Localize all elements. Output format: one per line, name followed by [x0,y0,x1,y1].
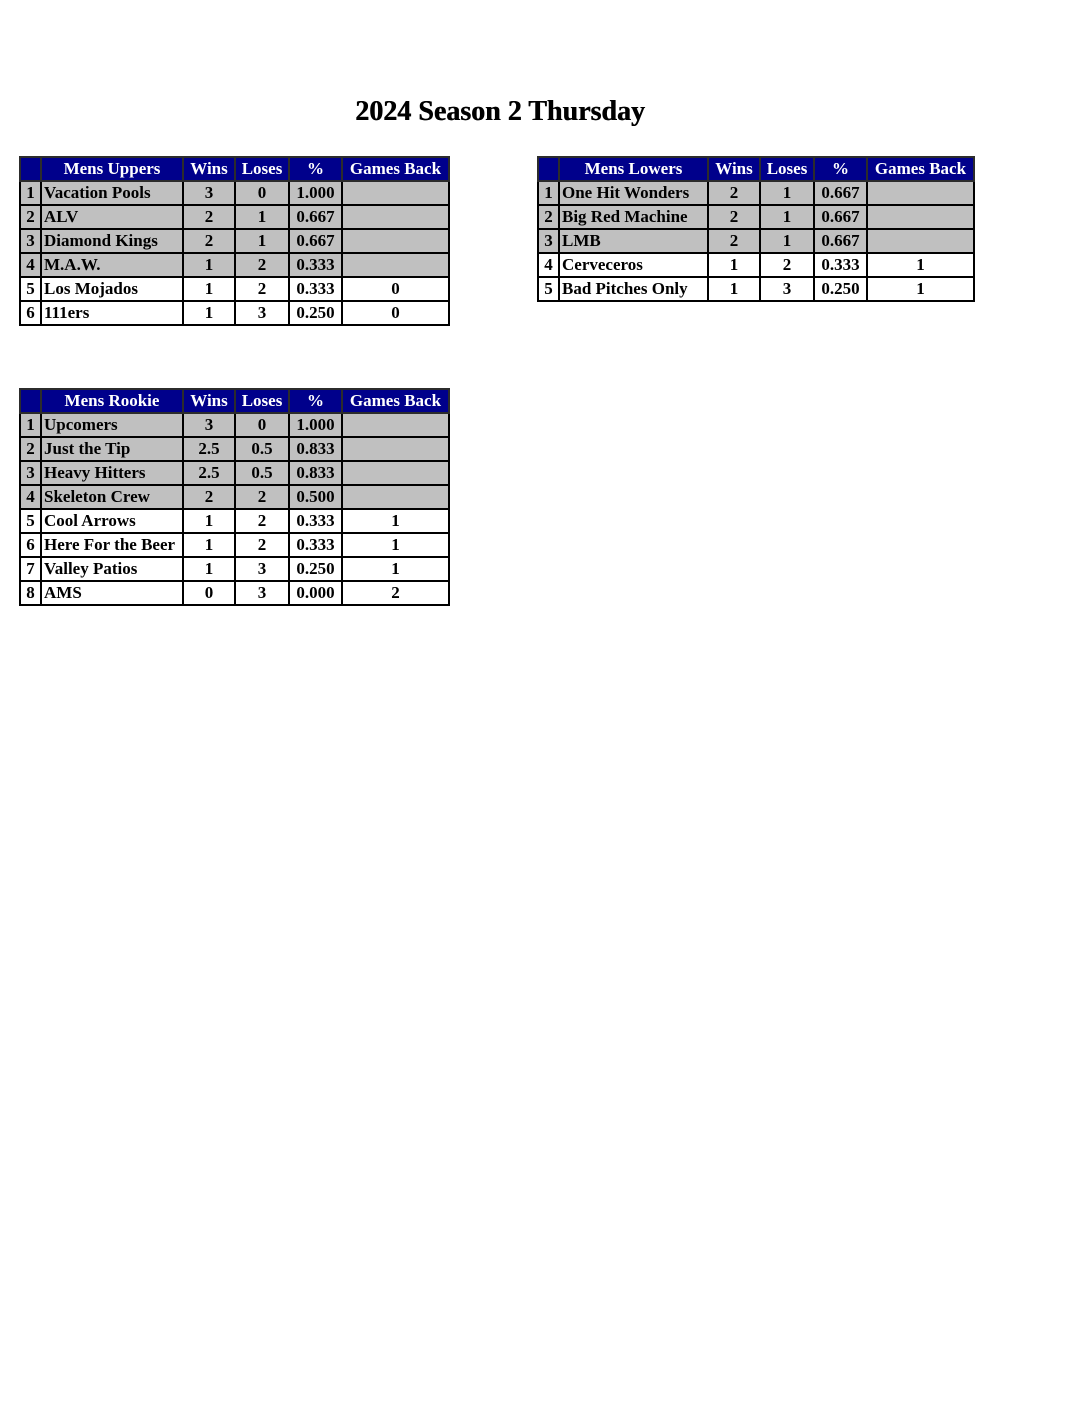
wins-cell: 1 [183,277,235,301]
loses-cell: 0 [235,181,289,205]
games-back-header: Games Back [867,157,974,181]
table-row [20,437,449,461]
rank-cell: 1 [20,413,41,437]
rank-cell: 7 [20,557,41,581]
pct-cell: 0.833 [289,437,342,461]
loses-cell: 2 [235,253,289,277]
loses-cell: 0.5 [235,437,289,461]
table-row [20,253,449,277]
rank-cell: 2 [20,205,41,229]
pct-cell: 0.667 [814,181,867,205]
wins-cell: 1 [183,533,235,557]
pct-cell: 0.667 [814,205,867,229]
games-back-cell [867,229,974,253]
team-name: Bad Pitches Only [559,277,708,301]
table-row [20,181,449,205]
wins-header: Wins [708,157,760,181]
rank-cell: 3 [538,229,559,253]
pct-header: % [814,157,867,181]
loses-cell: 3 [760,277,814,301]
pct-cell: 1.000 [289,413,342,437]
games-back-cell [342,205,449,229]
pct-cell: 0.333 [289,253,342,277]
games-back-cell [342,253,449,277]
rank-cell: 3 [20,461,41,485]
games-back-cell [867,205,974,229]
pct-cell: 0.500 [289,485,342,509]
team-name: Just the Tip [41,437,183,461]
rank-cell: 3 [20,229,41,253]
loses-cell: 1 [235,205,289,229]
games-back-cell [342,181,449,205]
loses-cell: 1 [760,205,814,229]
games-back-cell: 1 [867,277,974,301]
wins-cell: 1 [183,509,235,533]
team-name: Skeleton Crew [41,485,183,509]
pct-cell: 0.333 [289,277,342,301]
table-row [20,581,449,605]
games-back-cell: 0 [342,277,449,301]
wins-header: Wins [183,389,235,413]
pct-cell: 0.667 [289,205,342,229]
team-name: Cool Arrows [41,509,183,533]
team-name: Heavy Hitters [41,461,183,485]
team-name: Vacation Pools [41,181,183,205]
rank-header [20,157,41,181]
pct-cell: 0.000 [289,581,342,605]
rank-cell: 4 [20,485,41,509]
games-back-cell: 1 [342,557,449,581]
wins-cell: 1 [183,557,235,581]
mens-lowers-table [537,156,975,302]
loses-cell: 2 [235,485,289,509]
pct-header: % [289,389,342,413]
games-back-cell: 1 [867,253,974,277]
loses-cell: 3 [235,301,289,325]
loses-cell: 2 [235,509,289,533]
loses-cell: 2 [235,533,289,557]
table-row [20,229,449,253]
pct-cell: 0.250 [814,277,867,301]
wins-cell: 1 [183,301,235,325]
loses-cell: 1 [760,229,814,253]
header-row [538,157,974,181]
loses-cell: 3 [235,557,289,581]
wins-header: Wins [183,157,235,181]
games-back-cell: 0 [342,301,449,325]
division-name: Mens Uppers [41,157,183,181]
loses-cell: 3 [235,581,289,605]
mens-uppers-table [19,156,450,326]
wins-cell: 1 [708,277,760,301]
loses-cell: 0.5 [235,461,289,485]
pct-cell: 1.000 [289,181,342,205]
loses-header: Loses [235,157,289,181]
rank-cell: 1 [538,181,559,205]
pct-cell: 0.333 [289,533,342,557]
table-row [538,229,974,253]
wins-cell: 1 [183,253,235,277]
rank-cell: 8 [20,581,41,605]
table-row [20,301,449,325]
games-back-cell: 1 [342,533,449,557]
rank-cell: 4 [538,253,559,277]
table-row [538,205,974,229]
pct-cell: 0.333 [289,509,342,533]
rank-cell: 1 [20,181,41,205]
rank-cell: 2 [538,205,559,229]
pct-header: % [289,157,342,181]
table-row [20,413,449,437]
wins-cell: 3 [183,413,235,437]
loses-cell: 0 [235,413,289,437]
team-name: Here For the Beer [41,533,183,557]
team-name: 111ers [41,301,183,325]
header-row [20,389,449,413]
pct-cell: 0.333 [814,253,867,277]
wins-cell: 2 [183,485,235,509]
wins-cell: 2.5 [183,461,235,485]
rank-cell: 5 [20,277,41,301]
table-row [20,205,449,229]
team-name: ALV [41,205,183,229]
rank-cell: 6 [20,533,41,557]
rank-cell: 5 [20,509,41,533]
team-name: Valley Patios [41,557,183,581]
header-row [20,157,449,181]
games-back-header: Games Back [342,157,449,181]
team-name: AMS [41,581,183,605]
rank-cell: 4 [20,253,41,277]
loses-header: Loses [760,157,814,181]
pct-cell: 0.833 [289,461,342,485]
games-back-cell [342,229,449,253]
table-row [538,181,974,205]
team-name: LMB [559,229,708,253]
rank-cell: 5 [538,277,559,301]
table-row [538,277,974,301]
division-name: Mens Lowers [559,157,708,181]
table-row [20,461,449,485]
wins-cell: 1 [708,253,760,277]
team-name: Los Mojados [41,277,183,301]
team-name: One Hit Wonders [559,181,708,205]
division-name: Mens Rookie [41,389,183,413]
table-row [20,277,449,301]
wins-cell: 2 [708,181,760,205]
wins-cell: 2 [183,205,235,229]
table-row [20,557,449,581]
pct-cell: 0.250 [289,301,342,325]
pct-cell: 0.250 [289,557,342,581]
rank-header [538,157,559,181]
games-back-cell [867,181,974,205]
rank-header [20,389,41,413]
games-back-cell [342,413,449,437]
table-row [20,485,449,509]
wins-cell: 2 [708,229,760,253]
team-name: Upcomers [41,413,183,437]
loses-header: Loses [235,389,289,413]
wins-cell: 2.5 [183,437,235,461]
team-name: Diamond Kings [41,229,183,253]
pct-cell: 0.667 [814,229,867,253]
team-name: Big Red Machine [559,205,708,229]
loses-cell: 1 [760,181,814,205]
wins-cell: 3 [183,181,235,205]
loses-cell: 2 [760,253,814,277]
team-name: M.A.W. [41,253,183,277]
wins-cell: 2 [708,205,760,229]
games-back-cell [342,437,449,461]
table-row [20,509,449,533]
games-back-cell: 2 [342,581,449,605]
rank-cell: 6 [20,301,41,325]
loses-cell: 2 [235,277,289,301]
mens-rookie-table [19,388,450,606]
pct-cell: 0.667 [289,229,342,253]
rank-cell: 2 [20,437,41,461]
loses-cell: 1 [235,229,289,253]
table-row [538,253,974,277]
team-name: Cerveceros [559,253,708,277]
page-title: 2024 Season 2 Thursday [355,96,645,127]
games-back-header: Games Back [342,389,449,413]
games-back-cell [342,461,449,485]
games-back-cell: 1 [342,509,449,533]
games-back-cell [342,485,449,509]
table-row [20,533,449,557]
wins-cell: 2 [183,229,235,253]
wins-cell: 0 [183,581,235,605]
